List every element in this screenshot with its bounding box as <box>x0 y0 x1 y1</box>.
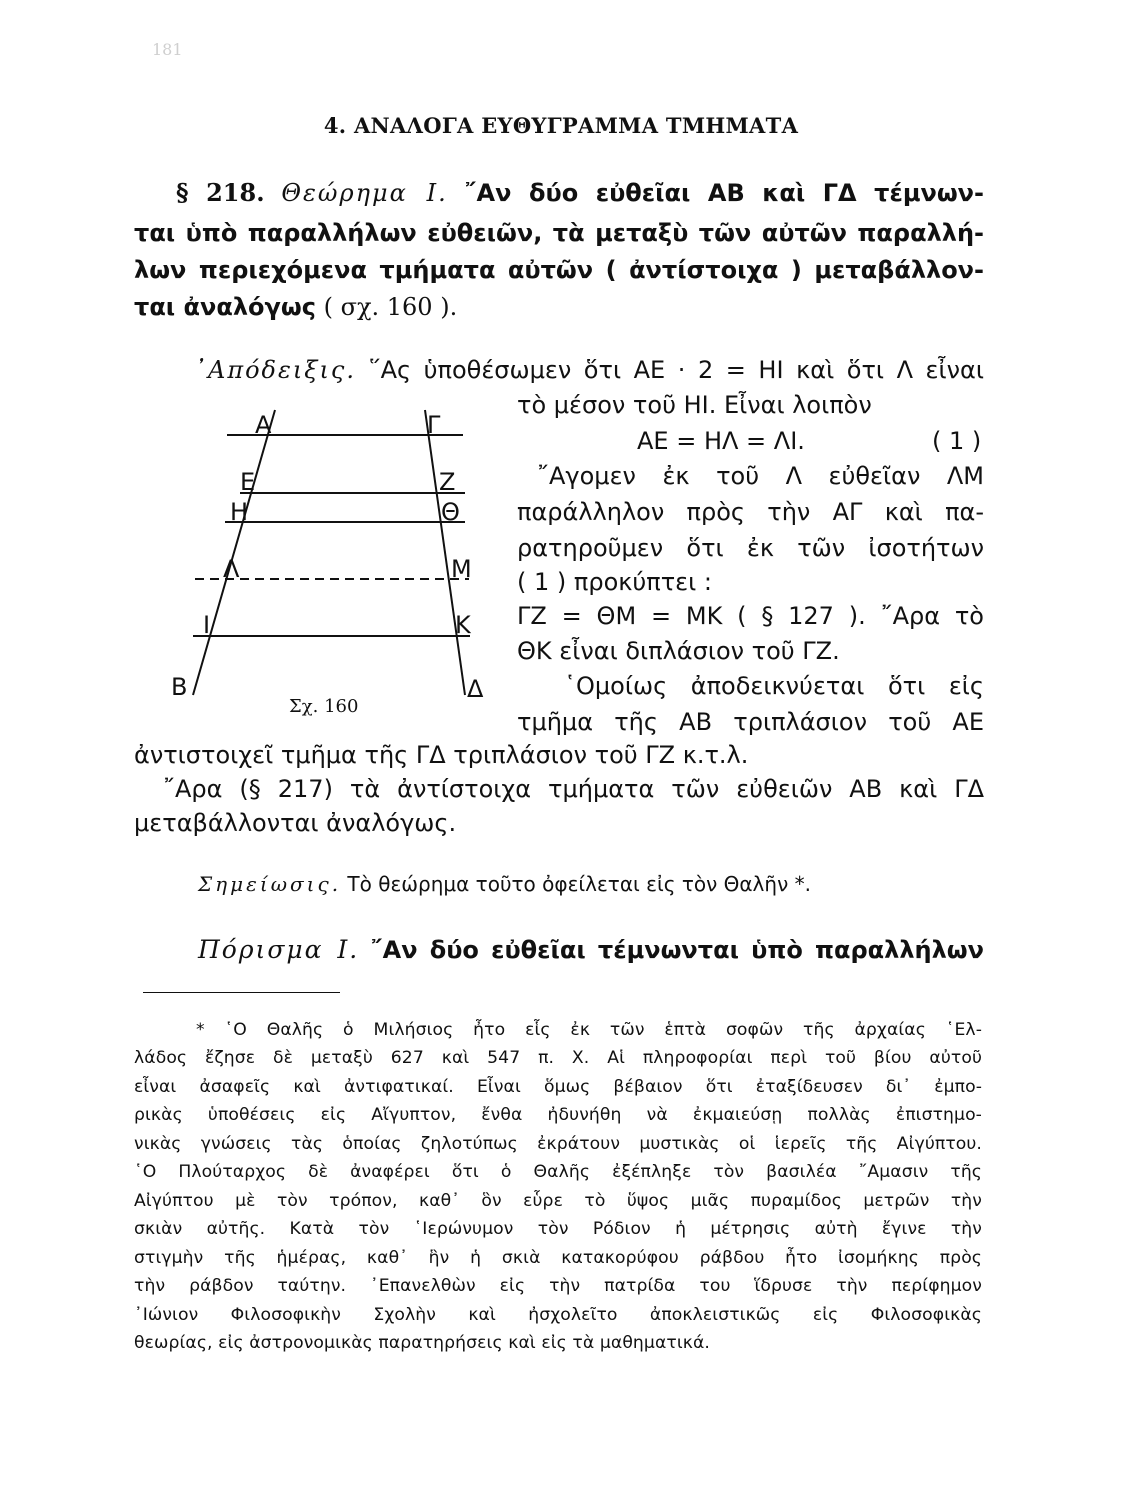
proof-line-6: ρατηροῦμεν ὅτι ἐκ τῶν ἰσοτήτων <box>517 534 984 562</box>
corollary-line <box>198 935 984 964</box>
proof-line-8: ΓΖ = ΘΜ = ΜΚ ( § 127 ). ῎Αρα τὸ <box>517 602 984 630</box>
proof-line-2: τὸ μέσον τοῦ ΗΙ. Εἶναι λοιπὸν <box>517 391 872 419</box>
line-GD <box>425 410 465 695</box>
footnote-line-10: τὴν ράβδον ταύτην. ᾿Επανελθὼν εἰς τὴν πατρίδα του ἵδρυσε τὴν περίφημον <box>134 1276 982 1296</box>
figure-caption: Σχ. 160 <box>289 696 359 717</box>
theorem-line-4 <box>134 293 457 321</box>
note-text: Τὸ θεώρημα τοῦτο ὀφείλεται εἰς τὸν Θαλῆν *. <box>347 872 811 896</box>
proof-line-9: ΘΚ εἶναι διπλάσιον τοῦ ΓΖ. <box>517 637 840 665</box>
proof-line-5: παράλληλον πρὸς τὴν ΑΓ καὶ πα- <box>517 498 984 526</box>
label-E: Ε <box>240 468 256 496</box>
proof-text-1: ῞Ας ὑποθέσωμεν ὅτι ΑΕ · 2 = ΗΙ καὶ ὅτι Λ εἶναι <box>368 356 984 384</box>
proof-label: ᾿Απόδειξις. <box>194 356 356 384</box>
footnote-line-6: ῾Ο Πλούταρχος δὲ ἀναφέρει ὅτι ὁ Θαλῆς ἐξέπληξε τὸν βασιλέα ῎Αμασιν τῆς <box>134 1162 982 1182</box>
label-M: Μ <box>451 555 472 583</box>
theorem-text-4: ται ἀναλόγως <box>134 293 316 321</box>
page-number: 181 <box>152 40 183 59</box>
section-heading: 4. ΑΝΑΛΟΓΑ ΕΥΘΥΓΡΑΜΜΑ ΤΜΗΜΑΤΑ <box>323 113 799 138</box>
proof-line-7: ( 1 ) προκύπτει : <box>517 568 712 596</box>
proof-line-11: τμῆμα τῆς ΑΒ τριπλάσιον τοῦ ΑΕ <box>517 708 984 736</box>
line-AB <box>193 410 275 695</box>
footnote-line-12: θεωρίας, εἰς ἀστρονομικὰς παρατηρήσεις καὶ εἰς τὰ μαθηματικά. <box>134 1333 710 1353</box>
corollary-text: ῎Αν δύο εὐθεῖαι τέμνωνται ὑπὸ παραλλήλων <box>370 936 984 964</box>
note-line <box>198 872 811 896</box>
footnote-line-2: λάδος ἔζησε δὲ μεταξὺ 627 καὶ 547 π. Χ. Αἱ πληροφορίαι περὶ τοῦ βίου αὐτοῦ <box>134 1048 982 1068</box>
footnote-line-3: εἶναι ἀσαφεῖς καὶ ἀντιφατικαί. Εἶναι ὅμως βέβαιον ὅτι ἐταξίδευσεν δι᾿ ἐμπο- <box>134 1077 982 1097</box>
theorem-figure-ref: ( σχ. 160 ). <box>323 293 458 321</box>
label-G: Γ <box>427 411 441 439</box>
proof-line-4: ῎Αγομεν ἐκ τοῦ Λ εὐθεῖαν ΛΜ <box>537 462 984 490</box>
label-I: Ι <box>203 611 211 639</box>
theorem-label: § 218. <box>176 178 265 207</box>
footnote-line-11: ᾿Ιώνιον Φιλοσοφικὴν Σχολὴν καὶ ἠσχολεῖτο ἀποκλειστικῶς εἰς Φιλοσοφικὰς <box>134 1305 982 1325</box>
proof-equation-1: ΑΕ = ΗΛ = ΛΙ. <box>637 427 805 455</box>
theorem-name: Θεώρημα Ι. <box>281 179 448 207</box>
note-label: Σημείωσις. <box>198 872 342 896</box>
footnote-line-8: σκιὰν αὐτῆς. Κατὰ τὸν ῾Ιερώνυμον τὸν Ρόδιον ἡ μέτρησις αὐτὴ ἔγινε τὴν <box>134 1219 982 1239</box>
footnote-rule <box>143 992 340 993</box>
proof-line-13: ῎Αρα (§ 217) τὰ ἀντίστοιχα τμήματα τῶν εὐθειῶν ΑΒ καὶ ΓΔ <box>163 775 984 803</box>
theorem-line-3: λων περιεχόμενα τμήματα αὐτῶν ( ἀντίστοιχα ) μεταβάλλον- <box>134 256 984 284</box>
label-K: Κ <box>455 611 471 639</box>
label-Z: Ζ <box>439 468 456 496</box>
label-L: Λ <box>223 555 240 583</box>
label-D: Δ <box>467 675 484 703</box>
footnote-line-9: στιγμὴν τῆς ἡμέρας, καθ᾿ ἣν ἡ σκιὰ κατακορύφου ράβδου ἦτο ἰσομήκης πρὸς <box>134 1248 982 1268</box>
theorem-text-1: ῎Αν δύο εὐθεῖαι ΑΒ καὶ ΓΔ τέμνων- <box>464 179 984 207</box>
proof-line-14: μεταβάλλονται ἀναλόγως. <box>134 809 457 837</box>
footnote-line-4: ρικὰς ὑποθέσεις εἰς Αἴγυπτον, ἔνθα ἠδυνήθη νὰ ἐκμαιεύσῃ πολλὰς ἐπιστημο- <box>134 1105 982 1125</box>
proof-line-10: ῾Ομοίως ἀποδεικνύεται ὅτι εἰς <box>564 672 984 700</box>
theorem-line-1 <box>176 178 984 207</box>
footnote-line-5: νικὰς γνώσεις τὰς ὁποίας ζηλοτύπως ἐκράτουν μυστικὰς οἱ ἱερεῖς τῆς Αἰγύπτου. <box>134 1134 982 1154</box>
label-A: Α <box>255 411 272 439</box>
footnote-line-1: * ῾Ο Θαλῆς ὁ Μιλήσιος ἦτο εἷς ἐκ τῶν ἑπτὰ σοφῶν τῆς ἀρχαίας ῾Ελ- <box>196 1020 982 1040</box>
equation-number: ( 1 ) <box>932 427 982 455</box>
label-TH: Θ <box>441 498 460 526</box>
footnote-line-7: Αἰγύπτου μὲ τὸν τρόπον, καθ᾿ ὃν εὗρε τὸ ὕψος μιᾶς πυραμίδος μετρῶν τὴν <box>134 1191 982 1211</box>
figure-160 <box>171 405 495 703</box>
theorem-line-2: ται ὑπὸ παραλλήλων εὐθειῶν, τὰ μεταξὺ τῶν αὐτῶν παραλλή- <box>134 219 984 247</box>
label-B: Β <box>171 673 188 701</box>
proof-line-12: ἀντιστοιχεῖ τμῆμα τῆς ΓΔ τριπλάσιον τοῦ ΓΖ κ.τ.λ. <box>134 741 749 769</box>
label-H: Η <box>230 498 249 526</box>
corollary-name: Πόρισμα Ι. <box>198 935 360 964</box>
proof-line-1 <box>194 356 984 384</box>
